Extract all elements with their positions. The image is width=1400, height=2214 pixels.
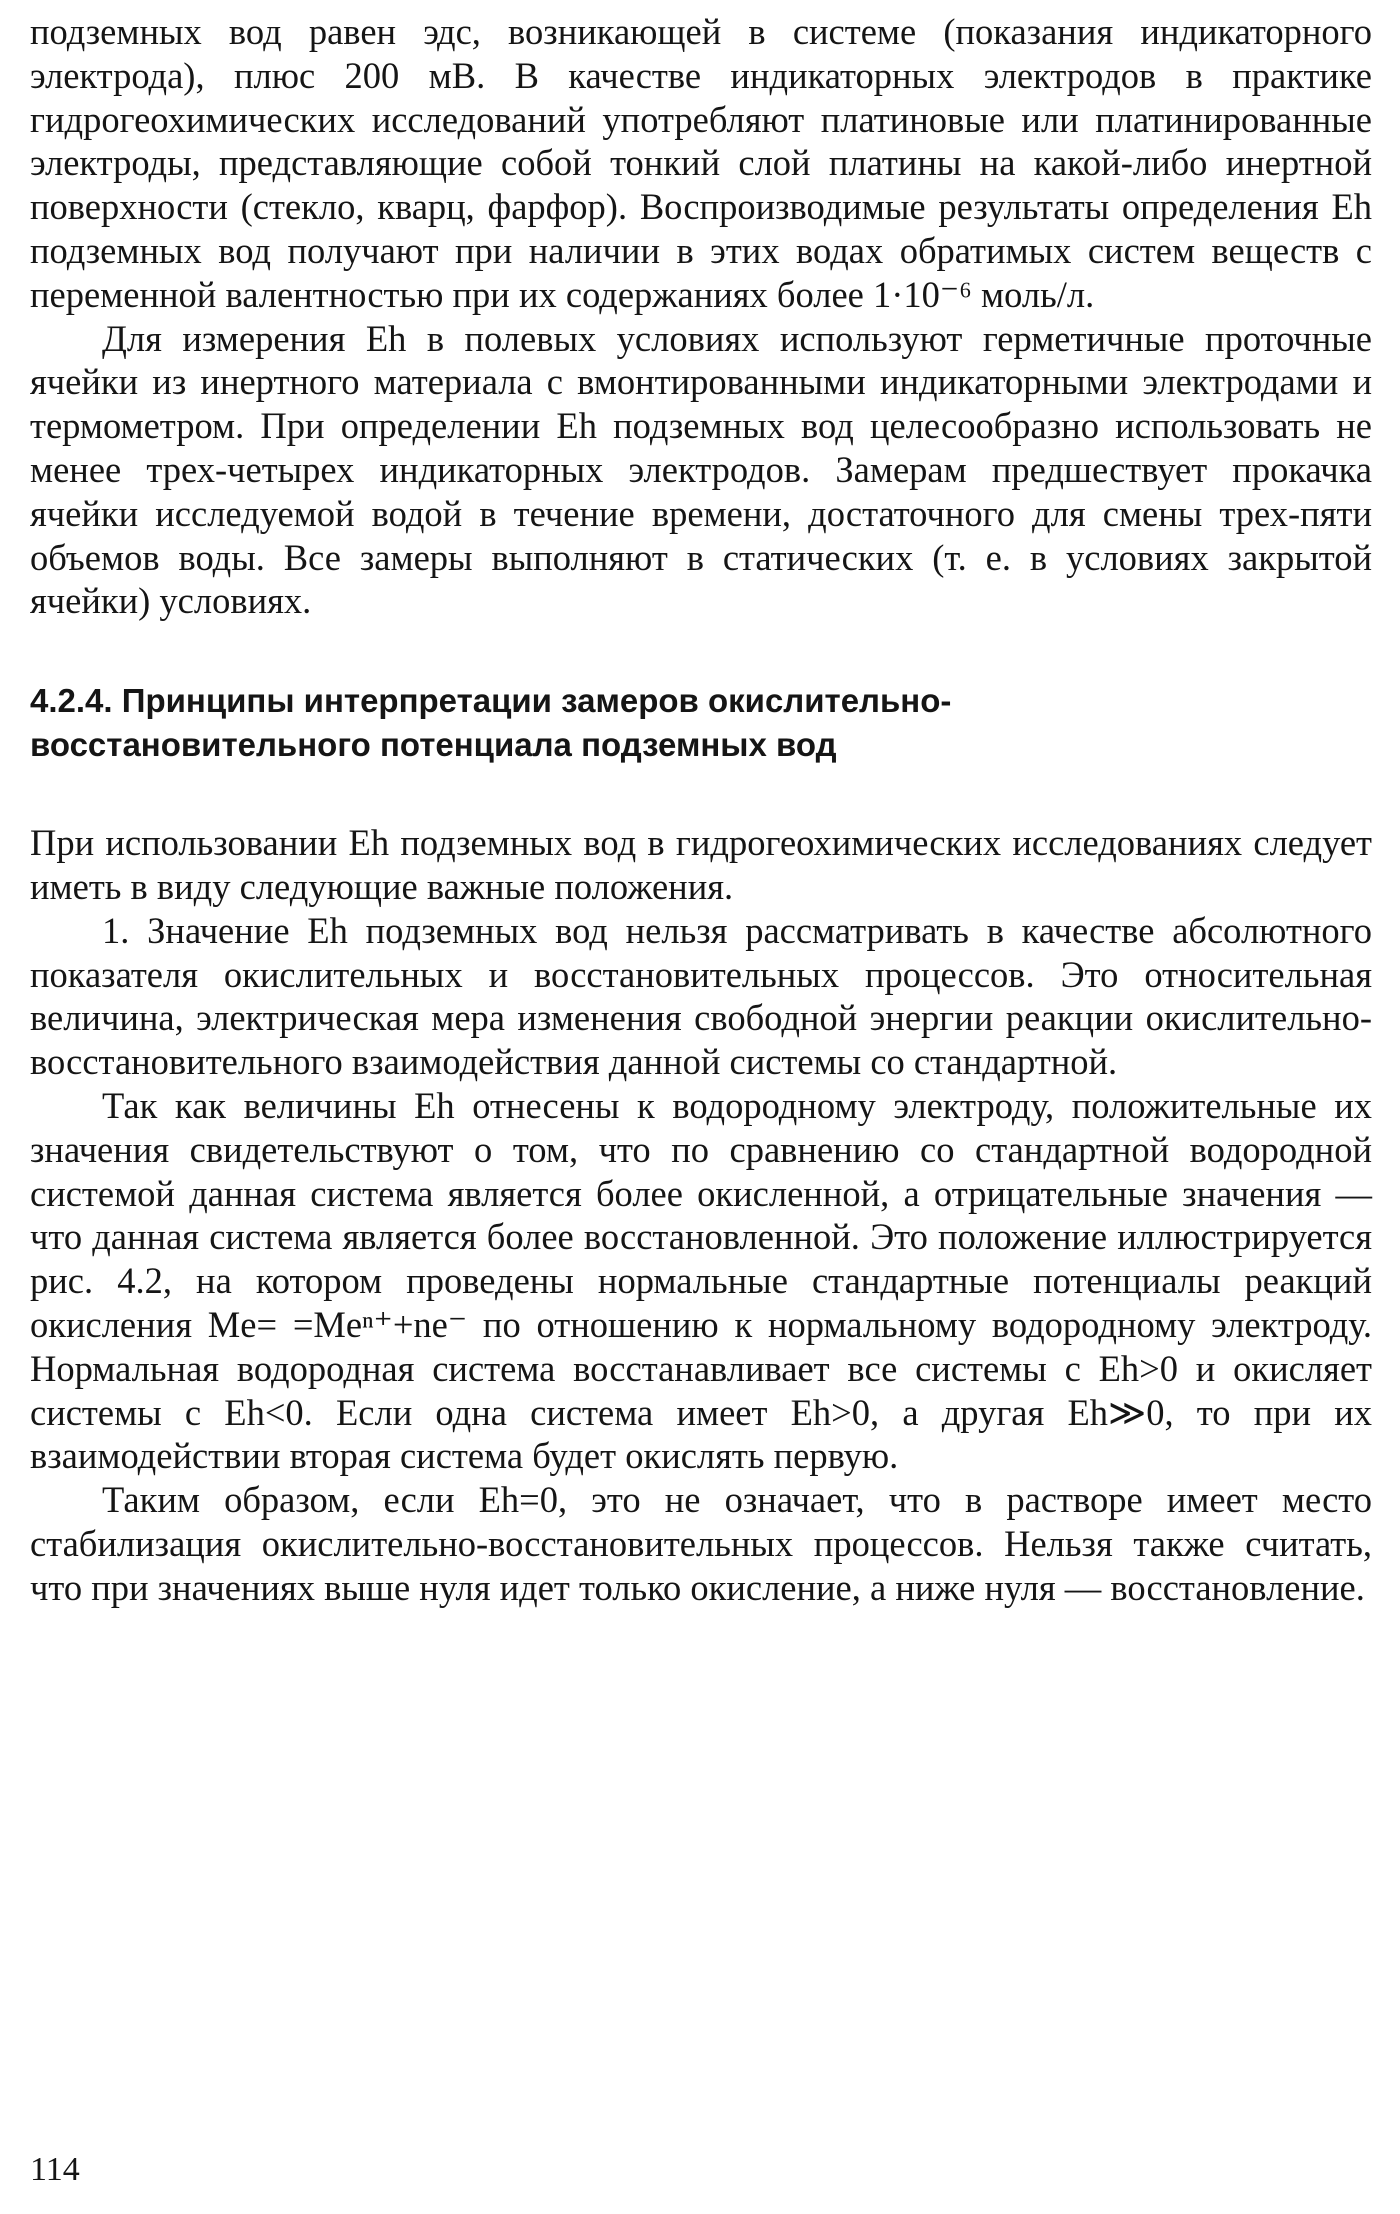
page-number: 114 — [30, 2151, 80, 2188]
section-heading-line-1: 4.2.4. Принципы интерпретации замеров окислительно- — [30, 682, 952, 720]
paragraph-conclusion: Таким образом, если Eh=0, это не означает, что в растворе имеет место стабилизация окислительно-восстановительных процессов. Нельзя также считать, что при значениях выше нуля идет только окисление, а ниже нуля — восстановление. — [30, 1479, 1372, 1608]
section-heading-line-2: восстановительного потенциала подземных вод — [30, 726, 837, 764]
paragraph-eh-electrodes: подземных вод равен эдс, возникающей в системе (показания индикаторного электрода), плюс 200 мВ. В качестве индикаторных электродов в практике гидрогеохимических исследований употребляют платиновые или платинированные электроды, представляющие собой тонкий слой платины на какой-либо инертной поверхности (стекло, кварц, фарфор). Воспроизводимые результаты определения Eh подземных вод получают при наличии в этих водах обратимых систем веществ с переменной валентностью при их содержаниях более 1·10⁻⁶ моль/л. — [30, 11, 1372, 315]
paragraph-intro: При использовании Eh подземных вод в гидрогеохимических исследованиях следует иметь в виду следующие важные положения. — [30, 822, 1372, 907]
paragraph-field-measurement: Для измерения Eh в полевых условиях используют герметичные проточные ячейки из инертного материала с вмонтированными индикаторными электродами и термометром. При определении Eh подземных вод целесообразно использовать не менее трех-четырех индикаторных электродов. Замерам предшествует прокачка ячейки исследуемой водой в течение времени, достаточного для смены трех-пяти объемов воды. Все замеры выполняют в статических (т. е. в условиях закрытой ячейки) условиях. — [30, 317, 1372, 622]
section-heading — [30, 679, 1372, 767]
text-column — [30, 10, 1372, 1610]
paragraph-hydrogen-electrode: Так как величины Eh отнесены к водородному электроду, положительные их значения свидетельствуют о том, что по сравнению со стандартной водородной системой данная система является более окисленной, а отрицательные значения — что данная система является более восстановленной. Это положение иллюстрируется рис. 4.2, на котором проведены нормальные стандартные потенциалы реакций окисления Me= =Meⁿ⁺+ne⁻ по отношению к нормальному водородному электроду. Нормальная водородная система восстанавливает все системы с Eh>0 и окисляет системы с Eh<0. Если одна система имеет Eh>0, а другая Eh≫0, то при их взаимодействии вторая система будет окислять первую. — [30, 1084, 1372, 1477]
paragraph-point-1: 1. Значение Eh подземных вод нельзя рассматривать в качестве абсолютного показателя окислительных и восстановительных процессов. Это относительная величина, электрическая мера изменения свободной энергии реакции окислительно-восстановительного взаимодействия данной системы со стандартной. — [30, 909, 1372, 1083]
